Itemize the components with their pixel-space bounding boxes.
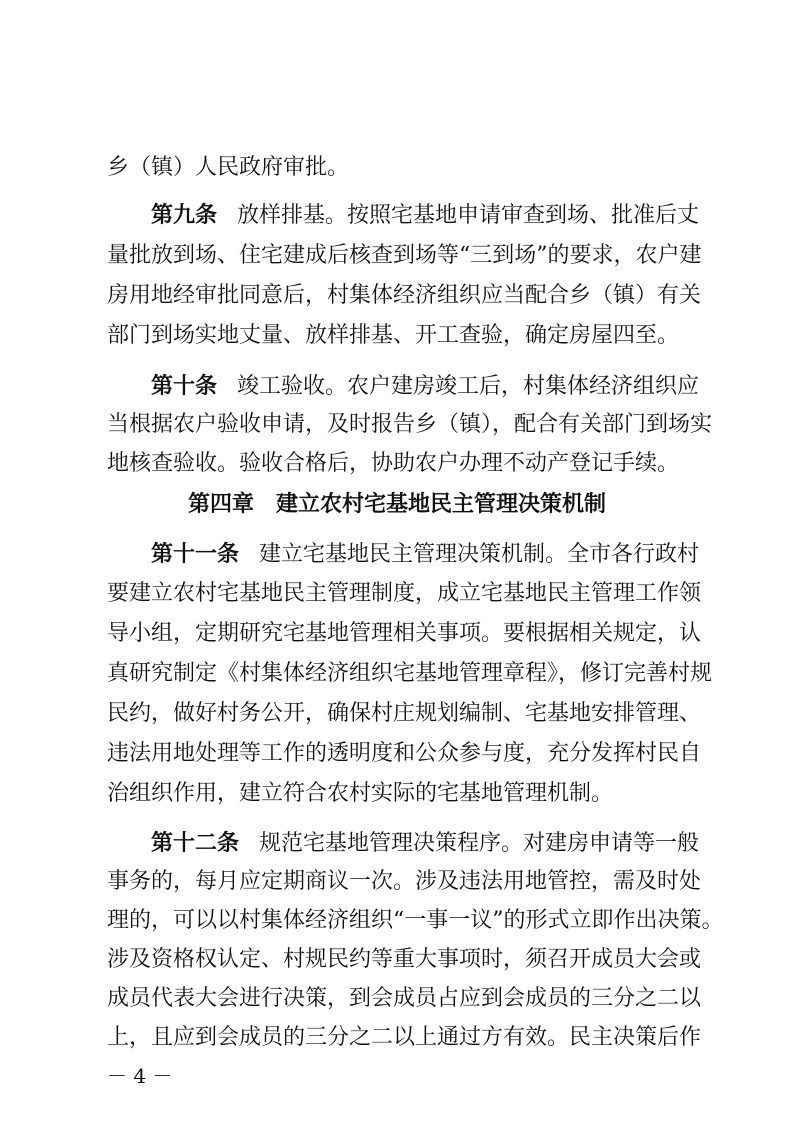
article-11-line (151, 535, 700, 575)
paragraph-line (107, 1018, 702, 1058)
paragraph-line (107, 940, 702, 980)
paragraph-line (107, 694, 702, 734)
text-span: 要建立农村宅基地民主管理制度，成立宅基地民主管理工作领 (107, 581, 702, 606)
paragraph-line (107, 654, 713, 694)
paragraph-line (107, 614, 702, 654)
paragraph-line (107, 405, 713, 445)
paragraph-line (107, 316, 687, 356)
article-9-line (151, 196, 700, 236)
text-span: 放样排基。按照宅基地申请审查到场、批准后丈 (237, 203, 700, 228)
paragraph-line (107, 574, 702, 614)
text-span: 量批放到场、住宅建成后核查到场等“三到场”的要求，农户建 (107, 243, 702, 268)
paragraph-line (107, 734, 702, 774)
text-span: 违法用地处理等工作的透明度和公众参与度，充分发挥村民自 (107, 741, 702, 766)
text-span: 事务的，每月应定期商议一次。涉及违法用地管控，需及时处 (107, 869, 702, 894)
page-number: － 4 － (107, 1064, 173, 1088)
text-span: 成员代表大会进行决策，到会成员占应到会成员的三分之二以 (107, 986, 702, 1011)
text-span: 竣工验收。农户建房竣工后，村集体经济组织应 (237, 374, 700, 399)
article-12-label: 第十二条 (151, 831, 240, 856)
paragraph-line (107, 276, 702, 316)
paragraph-line (107, 901, 724, 941)
article-9-label: 第九条 (151, 203, 218, 228)
text-span: 理的，可以以村集体经济组织“一事一议”的形式立即作出决策。 (107, 908, 724, 933)
text-span: 规范宅基地管理决策程序。对建房申请等一般 (259, 831, 700, 856)
article-10-line (151, 367, 700, 407)
text-span: 乡（镇）人民政府审批。 (107, 155, 350, 180)
text-span: 建立宅基地民主管理决策机制。全市各行政村 (259, 542, 700, 567)
text-span: 地核查验收。验收合格后，协助农户办理不动产登记手续。 (107, 451, 680, 476)
text-span: 治组织作用，建立符合农村实际的宅基地管理机制。 (107, 781, 614, 806)
text-span: 真研究制定《村集体经济组织宅基地管理章程》，修订完善村规 (107, 661, 713, 686)
chapter-heading: 第四章 建立农村宅基地民主管理决策机制 (187, 492, 606, 517)
paragraph-line (107, 774, 687, 814)
paragraph-line (107, 148, 687, 188)
paragraph-line (107, 444, 687, 484)
text-span: 上，且应到会成员的三分之二以上通过方有效。民主决策后作 (107, 1025, 702, 1050)
text-span: 导小组，定期研究宅基地管理相关事项。要根据相关规定，认 (107, 621, 702, 646)
text-span: 民约，做好村务公开，确保村庄规划编制、宅基地安排管理、 (107, 701, 702, 726)
text-span: 涉及资格权认定、村规民约等重大事项时，须召开成员大会或 (107, 947, 702, 972)
text-span: 房用地经审批同意后，村集体经济组织应当配合乡（镇）有关 (107, 283, 702, 308)
text-span: 当根据农户验收申请，及时报告乡（镇），配合有关部门到场实 (107, 412, 713, 437)
article-12-line (151, 824, 700, 864)
article-10-label: 第十条 (151, 374, 218, 399)
paragraph-line (107, 979, 702, 1019)
paragraph-line (107, 236, 702, 276)
paragraph-line (107, 862, 702, 902)
article-11-label: 第十一条 (151, 542, 240, 567)
text-span: 部门到场实地丈量、放样排基、开工查验，确定房屋四至。 (107, 323, 680, 348)
